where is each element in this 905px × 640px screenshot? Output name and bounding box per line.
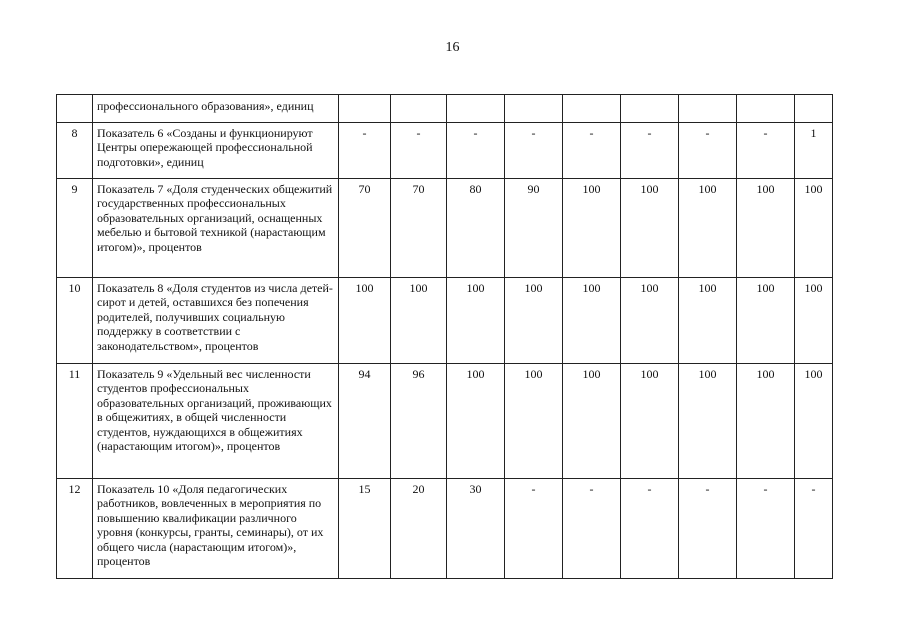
value-cell: -	[679, 479, 737, 579]
value-cell: 100	[737, 179, 795, 278]
value-cell: 100	[505, 364, 563, 479]
indicator-name-cell: Показатель 7 «Доля студенческих общежитий государственных профессиональных образовательных организаций, оснащенных мебелью и бытовой техникой (нарастающим итогом)», процентов	[93, 179, 339, 278]
value-cell: 94	[339, 364, 391, 479]
value-cell: -	[737, 123, 795, 179]
value-cell: 100	[679, 179, 737, 278]
value-cell: 30	[447, 479, 505, 579]
value-cell	[339, 95, 391, 123]
value-cell: 100	[679, 364, 737, 479]
value-cell: 1	[795, 123, 833, 179]
indicator-name-cell: Показатель 9 «Удельный вес численности студентов профессиональных образовательных организаций, проживающих в общежитиях, в общей численности студентов, нуждающихся в общежитиях (нарастающим итогом)», процентов	[93, 364, 339, 479]
value-cell: 70	[339, 179, 391, 278]
value-cell: -	[563, 123, 621, 179]
value-cell: 100	[621, 179, 679, 278]
value-cell: 100	[795, 364, 833, 479]
value-cell: 100	[737, 364, 795, 479]
value-cell: -	[737, 479, 795, 579]
value-cell: 20	[391, 479, 447, 579]
indicator-name-cell: профессионального образования», единиц	[93, 95, 339, 123]
value-cell: 100	[505, 278, 563, 364]
row-number-cell: 8	[57, 123, 93, 179]
value-cell: 100	[621, 364, 679, 479]
value-cell: 100	[563, 179, 621, 278]
row-number-cell: 9	[57, 179, 93, 278]
value-cell: 96	[391, 364, 447, 479]
value-cell: 90	[505, 179, 563, 278]
table-row	[57, 179, 833, 278]
value-cell: -	[391, 123, 447, 179]
row-number-cell: 11	[57, 364, 93, 479]
value-cell: 100	[447, 278, 505, 364]
value-cell: 15	[339, 479, 391, 579]
table-row	[57, 364, 833, 479]
table-row	[57, 278, 833, 364]
value-cell: -	[563, 479, 621, 579]
value-cell: -	[679, 123, 737, 179]
value-cell: 100	[737, 278, 795, 364]
row-number-cell: 10	[57, 278, 93, 364]
value-cell: 100	[563, 278, 621, 364]
value-cell: 100	[679, 278, 737, 364]
value-cell: -	[795, 479, 833, 579]
value-cell	[679, 95, 737, 123]
value-cell: -	[621, 479, 679, 579]
value-cell: 100	[391, 278, 447, 364]
value-cell: 80	[447, 179, 505, 278]
value-cell	[621, 95, 679, 123]
value-cell	[795, 95, 833, 123]
indicator-name-cell: Показатель 8 «Доля студентов из числа детей-сирот и детей, оставшихся без попечения родителей, получивших социальную поддержку в соответствии с законодательством», процентов	[93, 278, 339, 364]
value-cell: 100	[339, 278, 391, 364]
value-cell: -	[339, 123, 391, 179]
value-cell	[563, 95, 621, 123]
value-cell	[505, 95, 563, 123]
value-cell: -	[621, 123, 679, 179]
row-number-cell	[57, 95, 93, 123]
value-cell: 100	[795, 278, 833, 364]
indicator-name-cell: Показатель 10 «Доля педагогических работников, вовлеченных в мероприятия по повышению квалификации различного уровня (конкурсы, гранты, семинары), от их общего числа (нарастающим итогом)», процентов	[93, 479, 339, 579]
value-cell	[391, 95, 447, 123]
indicators-table	[56, 94, 833, 579]
value-cell	[447, 95, 505, 123]
table-body	[57, 95, 833, 579]
value-cell: -	[505, 123, 563, 179]
value-cell: -	[447, 123, 505, 179]
indicator-name-cell: Показатель 6 «Созданы и функционируют Центры опережающей профессиональной подготовки», единиц	[93, 123, 339, 179]
value-cell: 100	[563, 364, 621, 479]
value-cell: 100	[795, 179, 833, 278]
value-cell: -	[505, 479, 563, 579]
row-number-cell: 12	[57, 479, 93, 579]
value-cell	[737, 95, 795, 123]
table-row	[57, 479, 833, 579]
value-cell: 100	[621, 278, 679, 364]
page-number: 16	[445, 40, 460, 55]
value-cell: 100	[447, 364, 505, 479]
table-row	[57, 95, 833, 123]
table-row	[57, 123, 833, 179]
value-cell: 70	[391, 179, 447, 278]
